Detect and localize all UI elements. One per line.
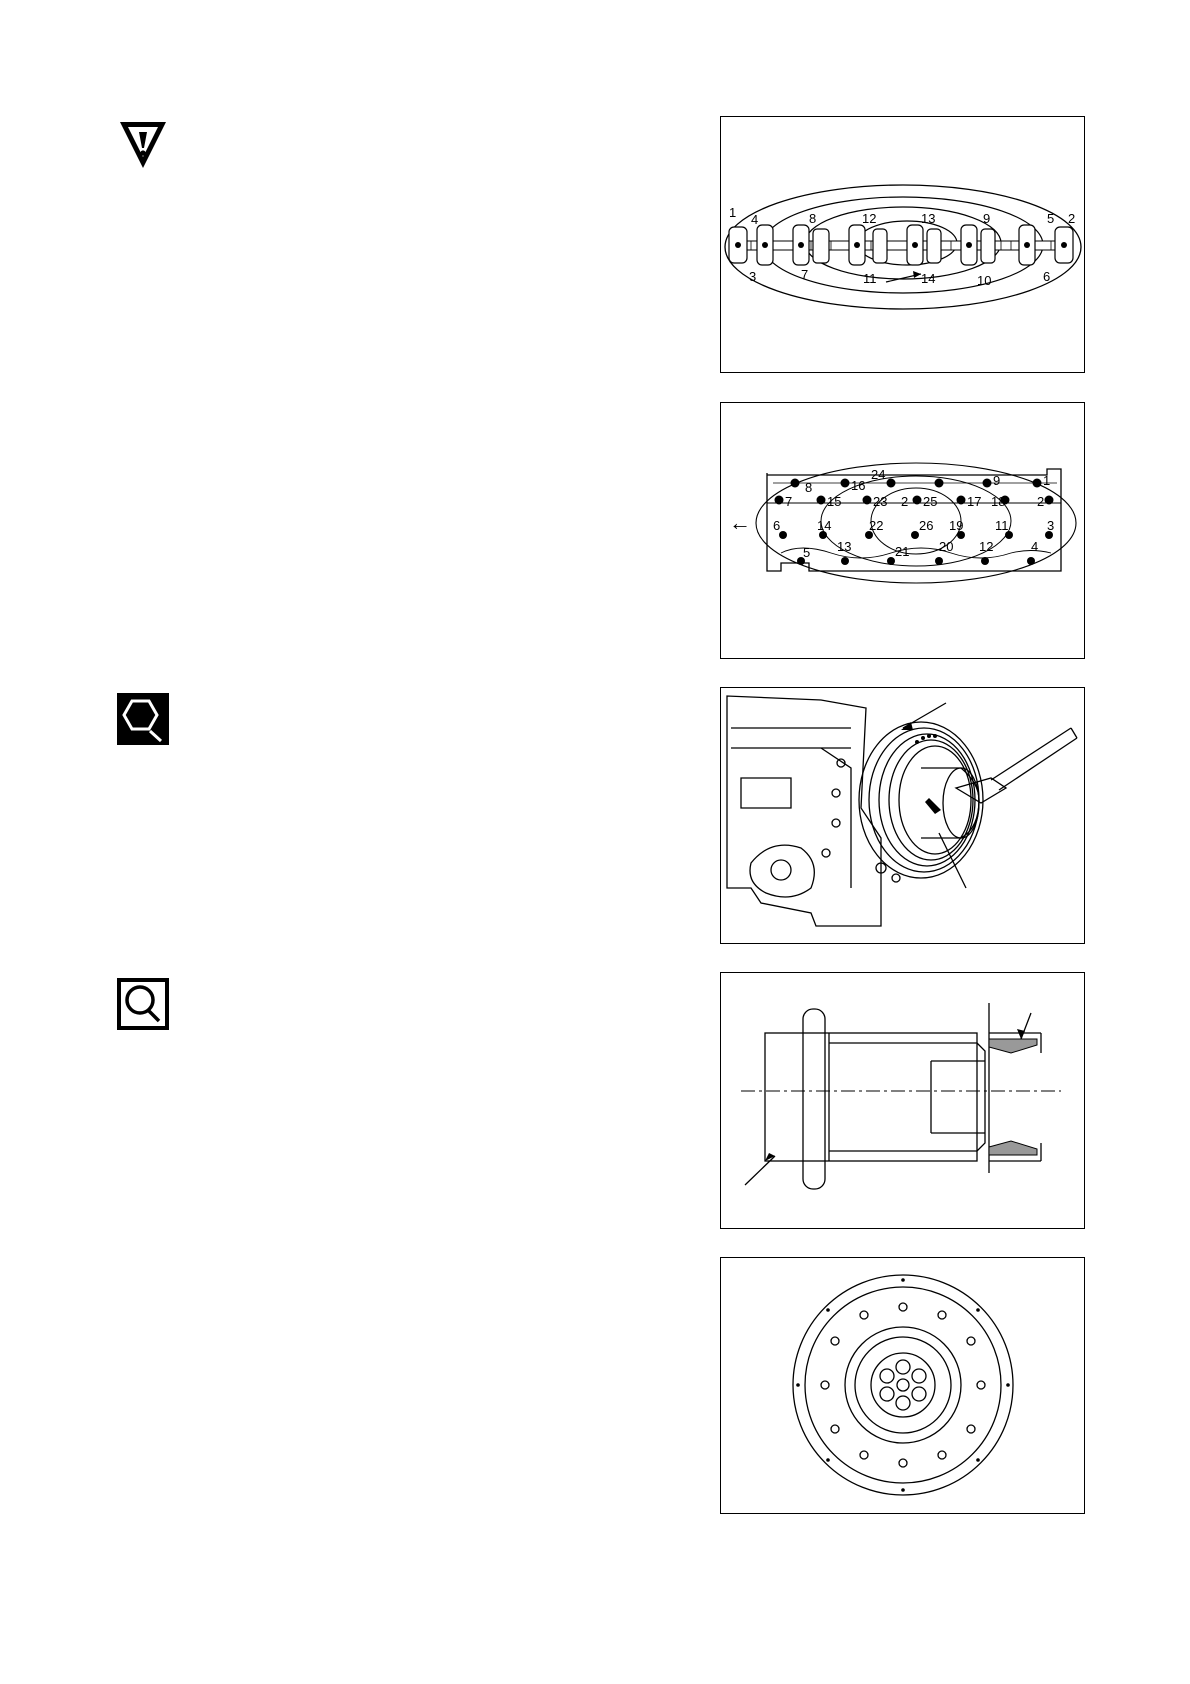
head-label-6: 6 [773,518,781,533]
rocker-shaft-figure [720,116,1085,373]
seq-label-14: 14 [921,271,936,286]
seq-label-6: 6 [1043,269,1051,284]
seq-label-4: 4 [751,212,759,227]
seq-label-9: 9 [983,211,991,226]
seal-installer-figure [720,972,1085,1229]
head-label-20: 20 [939,539,954,554]
seq-label-3: 3 [749,269,757,284]
head-label-18: 18 [991,494,1006,509]
head-label-13: 13 [837,539,852,554]
seq-label-11: 11 [863,271,877,286]
head-label-2a: 2 [901,494,909,509]
seq-label-5: 5 [1047,211,1055,226]
head-label-7: 7 [785,494,793,509]
seq-label-1: 1 [729,205,737,220]
seq-label-2: 2 [1068,211,1076,226]
seq-label-8: 8 [809,211,817,226]
head-label-25: 25 [923,494,938,509]
head-label-3: 3 [1047,518,1055,533]
head-label-15: 15 [827,494,842,509]
head-label-9: 9 [993,473,1001,488]
seq-label-10: 10 [977,273,992,288]
hex-magnifier-icon [117,693,169,745]
head-label-5: 5 [803,545,811,560]
flywheel-figure [720,1257,1085,1514]
head-label-24: 24 [871,467,886,482]
head-label-8: 8 [805,480,813,495]
head-label-17: 17 [967,494,982,509]
head-label-26: 26 [919,518,934,533]
head-label-23: 23 [873,494,888,509]
head-label-19: 19 [949,518,964,533]
warning-triangle-icon [117,118,169,170]
head-label-1: 1 [1043,473,1051,488]
head-label-21: 21 [895,544,910,559]
round-magnifier-icon [117,978,169,1030]
front-arrow: ← [729,510,751,535]
seq-label-12: 12 [862,211,877,226]
head-label-22: 22 [869,518,884,533]
head-label-11: 11 [995,518,1009,533]
head-label-2b: 2 [1037,494,1045,509]
crankshaft-pulley-figure [720,687,1085,944]
seq-label-7: 7 [801,267,809,282]
head-label-14: 14 [817,518,832,533]
head-label-12: 12 [979,539,994,554]
seq-label-13: 13 [921,211,936,226]
cylinder-head-figure [720,402,1085,659]
head-label-4: 4 [1031,539,1039,554]
head-label-16: 16 [851,478,866,493]
